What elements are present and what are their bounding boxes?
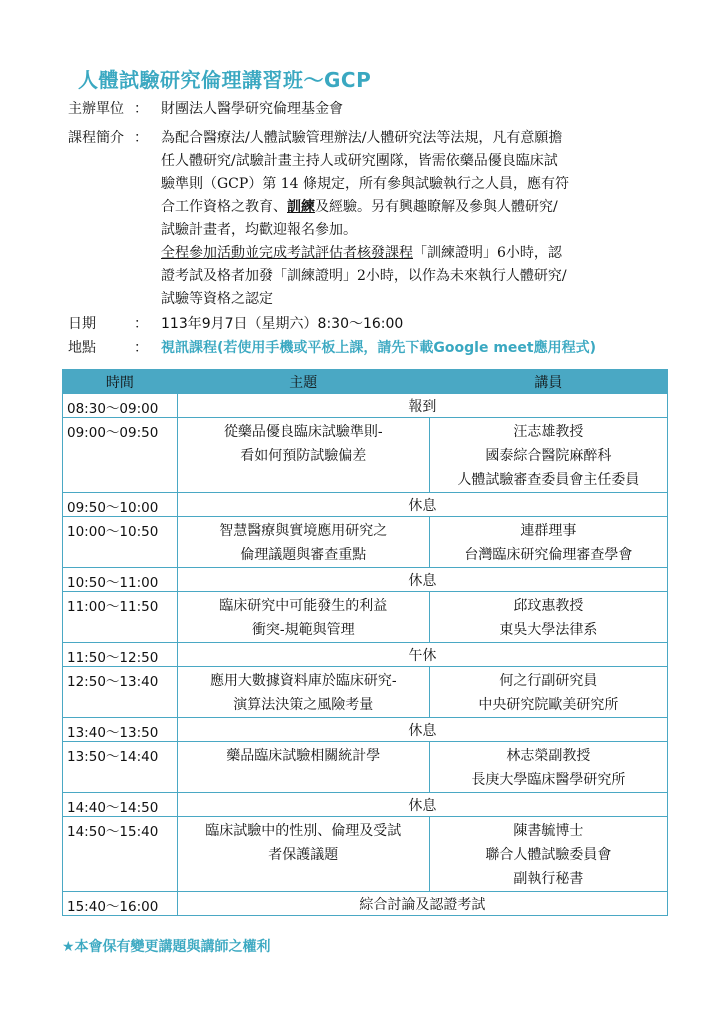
schedule-row [63, 493, 668, 517]
intro-line: 試驗等資格之認定 [161, 291, 273, 307]
schedule-row [63, 592, 668, 643]
schedule-row [63, 667, 668, 718]
schedule-topic [177, 817, 429, 892]
schedule-speaker [429, 592, 667, 643]
schedule-row [63, 643, 668, 667]
speaker-line: 陳書毓博士 [513, 823, 584, 839]
schedule-time: 09:50～10:00 [63, 493, 178, 517]
schedule-speaker [429, 418, 667, 493]
location-value: 視訊課程(若使用手機或平板上課，請先下載Google meet應用程式) [161, 340, 596, 356]
schedule-row [63, 568, 668, 592]
topic-line: 臨床試驗中的性別、倫理及受試 [205, 823, 402, 839]
intro-colon: ： [134, 130, 148, 146]
schedule-table [62, 369, 668, 916]
schedule-time: 09:00～09:50 [63, 418, 178, 493]
schedule-row [63, 517, 668, 568]
speaker-line: 國泰綜合醫院麻醉科 [485, 448, 612, 464]
schedule-time: 13:50～14:40 [63, 742, 178, 793]
header-topic: 主題 [177, 370, 429, 394]
speaker-line: 聯合人體試驗委員會 [485, 847, 612, 863]
intro-line: 為配合醫療法/人體試驗管理辦法/人體研究法等法規，凡有意願擔 [161, 130, 563, 146]
schedule-topic [177, 517, 429, 568]
location-row [68, 337, 688, 360]
speaker-line: 台灣臨床研究倫理審查學會 [464, 547, 633, 563]
intro-row [68, 127, 688, 311]
schedule-time: 14:50～15:40 [63, 817, 178, 892]
speaker-line: 邱玟惠教授 [513, 598, 584, 614]
intro-text [161, 127, 661, 311]
page-title: 人體試驗研究倫理講習班～GCP [78, 68, 372, 92]
schedule-time: 11:00～11:50 [63, 592, 178, 643]
schedule-time: 10:50～11:00 [63, 568, 178, 592]
speaker-line: 汪志雄教授 [513, 424, 584, 440]
topic-line: 看如何預防試驗偏差 [240, 448, 367, 464]
speaker-line: 副執行秘書 [513, 871, 584, 887]
topic-line: 智慧醫療與實境應用研究之 [219, 523, 388, 539]
schedule-header-row [63, 370, 668, 394]
schedule-row [63, 742, 668, 793]
speaker-line: 林志榮副教授 [506, 748, 591, 764]
intro-line: 證考試及格者加發「訓練證明」2小時，以作為未來執行人體研究/ [161, 268, 567, 284]
schedule-topic [177, 418, 429, 493]
schedule-speaker [429, 517, 667, 568]
topic-line: 從藥品優良臨床試驗準則- [223, 424, 383, 440]
topic-line: 應用大數據資料庫於臨床研究- [209, 673, 397, 689]
schedule-body [63, 394, 668, 916]
header-speaker: 講員 [429, 370, 667, 394]
intro-line: 驗準則（GCP）第 14 條規定，所有參與試驗執行之人員，應有符 [161, 176, 570, 192]
schedule-row [63, 892, 668, 916]
location-label: 地點 [68, 340, 96, 356]
intro-line: 任人體研究/試驗計畫主持人或研究團隊，皆需依藥品優良臨床試 [161, 153, 558, 169]
schedule-row [63, 418, 668, 493]
intro-line4-pre: 合工作資格之教育、 [161, 199, 287, 215]
topic-line: 者保護議題 [268, 847, 339, 863]
schedule-row [63, 718, 668, 742]
schedule-time: 14:40～14:50 [63, 793, 178, 817]
speaker-line: 人體試驗審查委員會主任委員 [457, 472, 640, 488]
schedule-merged-item: 休息 [177, 568, 667, 592]
intro-line [161, 242, 661, 265]
schedule-speaker [429, 817, 667, 892]
speaker-line: 東吳大學法律系 [499, 622, 598, 638]
intro-line4-post: 及經驗。另有興趣瞭解及參與人體研究/ [315, 199, 558, 215]
topic-line: 藥品臨床試驗相關統計學 [226, 748, 381, 764]
speaker-line: 連群理事 [520, 523, 577, 539]
organizer-colon: ： [134, 101, 148, 117]
schedule-merged-item: 午休 [177, 643, 667, 667]
date-value: 113年9月7日（星期六）8:30～16:00 [161, 316, 404, 332]
schedule-time: 15:40～16:00 [63, 892, 178, 916]
speaker-line: 中央研究院歐美研究所 [478, 697, 619, 713]
schedule-row [63, 793, 668, 817]
footer-note: ★本會保有變更講題與講師之權利 [62, 939, 271, 955]
intro-label: 課程簡介 [68, 130, 124, 146]
schedule-row [63, 817, 668, 892]
schedule-topic [177, 592, 429, 643]
schedule-speaker [429, 667, 667, 718]
schedule-merged-item: 報到 [177, 394, 667, 418]
intro-training-emphasis: 訓練 [287, 199, 315, 215]
schedule-time: 13:40～13:50 [63, 718, 178, 742]
intro-line [161, 196, 661, 219]
schedule-merged-item: 休息 [177, 718, 667, 742]
topic-line: 演算法決策之風險考量 [233, 697, 374, 713]
intro-line: 試驗計畫者，均歡迎報名參加。 [161, 222, 357, 238]
location-colon: ： [134, 340, 148, 356]
schedule-row [63, 394, 668, 418]
date-label: 日期 [68, 316, 96, 332]
header-time: 時間 [63, 370, 178, 394]
date-colon: ： [134, 316, 148, 332]
organizer-value: 財團法人醫學研究倫理基金會 [161, 101, 343, 117]
intro-line6-rest: 「訓練證明」6小時，認 [413, 245, 562, 261]
date-row [68, 313, 688, 336]
schedule-merged-item: 休息 [177, 493, 667, 517]
schedule-time: 11:50～12:50 [63, 643, 178, 667]
speaker-line: 長庚大學臨床醫學研究所 [471, 772, 626, 788]
organizer-label: 主辦單位 [68, 101, 124, 117]
schedule-time: 12:50～13:40 [63, 667, 178, 718]
topic-line: 衝突-規範與管理 [251, 622, 355, 638]
intro-certificate-underlined: 全程參加活動並完成考試評估者核發課程 [161, 245, 413, 261]
schedule-speaker [429, 742, 667, 793]
topic-line: 臨床研究中可能發生的利益 [219, 598, 388, 614]
schedule-merged-item: 綜合討論及認證考試 [177, 892, 667, 916]
schedule-topic [177, 667, 429, 718]
schedule-time: 08:30～09:00 [63, 394, 178, 418]
speaker-line: 何之行副研究員 [499, 673, 598, 689]
topic-line: 倫理議題與審查重點 [240, 547, 367, 563]
schedule-merged-item: 休息 [177, 793, 667, 817]
schedule-topic [177, 742, 429, 793]
organizer-row [68, 98, 688, 121]
schedule-time: 10:00～10:50 [63, 517, 178, 568]
